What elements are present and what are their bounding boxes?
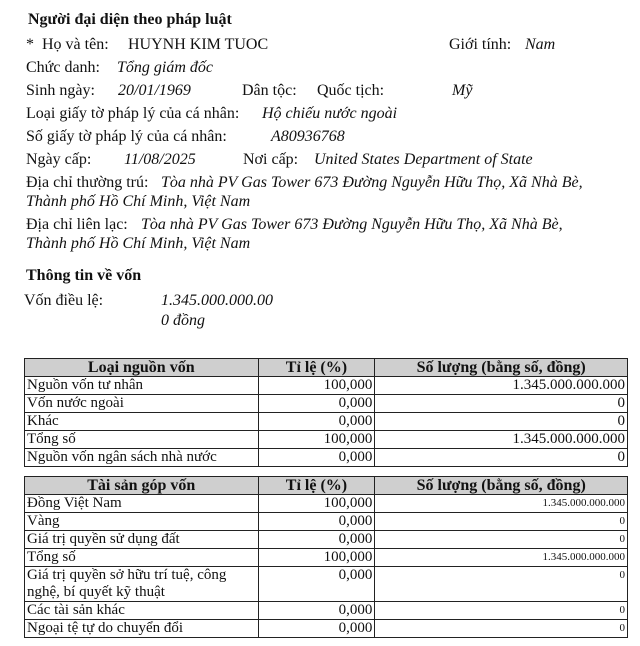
asset-amount: 0 [375,620,628,638]
perm-addr-label: Địa chỉ thường trú: [26,174,149,191]
asset-ratio: 0,000 [258,531,375,549]
col-header-amount: Số lượng (bằng số, đồng) [375,477,628,495]
table-row [25,495,628,513]
contributed-assets-table [24,476,628,638]
asset-ratio: 0,000 [258,620,375,638]
asset-ratio: 0,000 [258,513,375,531]
col-header-ratio: Tỉ lệ (%) [258,477,375,495]
asset-name: Tổng số [25,549,259,567]
charter-capital-label: Vốn điều lệ: [24,292,104,309]
issue-place-label: Nơi cấp: [243,151,299,168]
charter-capital-value-line2: 0 đồng [161,312,205,329]
capital-heading: Thông tin về vốn [26,267,142,284]
table-row [25,449,628,467]
gender-label: Giới tính: [449,36,512,53]
dob-value: 20/01/1969 [118,82,191,99]
dob-label: Sinh ngày: [26,82,95,99]
table-row [25,513,628,531]
charter-capital-value: 1.345.000.000.00 [161,292,273,309]
asset-name: Ngoại tệ tự do chuyển đổi [25,620,259,638]
col-header-asset-type: Tài sản góp vốn [25,477,259,495]
source-name: Tổng số [25,431,259,449]
asset-ratio: 100,000 [258,549,375,567]
asset-name [25,567,259,602]
asset-name-line1: Giá trị quyền sở hữu trí tuệ, công [27,567,227,583]
source-ratio: 0,000 [258,395,375,413]
asset-amount: 0 [375,567,628,602]
col-header-amount: Số lượng (bằng số, đồng) [375,359,628,377]
doc-no-label: Số giấy tờ pháp lý của cá nhân: [26,128,227,145]
source-name: Nguồn vốn tư nhân [25,377,259,395]
name-label: Họ và tên: [42,36,109,53]
legal-rep-heading: Người đại diện theo pháp luật [28,11,232,28]
table-row-total [25,549,628,567]
contact-addr-label: Địa chỉ liên lạc: [26,216,128,233]
col-header-ratio: Tỉ lệ (%) [258,359,375,377]
asset-name: Giá trị quyền sử dụng đất [25,531,259,549]
nationality-label: Quốc tịch: [317,82,385,99]
asset-name: Vàng [25,513,259,531]
source-amount: 0 [375,449,628,467]
name-value: HUYNH KIM TUOC [128,36,269,53]
doc-type-label: Loại giấy tờ pháp lý của cá nhân: [26,105,240,122]
table-row [25,620,628,638]
source-ratio: 100,000 [258,431,375,449]
table-row [25,395,628,413]
asset-ratio: 0,000 [258,602,375,620]
table-row-total [25,431,628,449]
table-row [25,602,628,620]
source-name: Nguồn vốn ngân sách nhà nước [25,449,259,467]
issue-date-label: Ngày cấp: [26,151,92,168]
title-value: Tổng giám đốc [117,59,213,76]
issue-date-value: 11/08/2025 [124,151,196,168]
perm-addr-line1: Tòa nhà PV Gas Tower 673 Đường Nguyễn Hữu Thọ, Xã Nhà Bè, [161,174,583,191]
title-label: Chức danh: [26,59,100,76]
asset-name: Đồng Việt Nam [25,495,259,513]
issue-place-value: United States Department of State [314,151,533,168]
required-mark: * [26,36,34,53]
table-row [25,567,628,602]
gender-value: Nam [525,36,556,53]
asset-amount: 0 [375,531,628,549]
asset-amount: 0 [375,602,628,620]
table-row [25,413,628,431]
asset-amount: 1.345.000.000.000 [375,549,628,567]
nationality-value: Mỹ [452,82,473,99]
capital-sources-table [24,358,628,467]
source-ratio: 100,000 [258,377,375,395]
doc-type-value: Hộ chiếu nước ngoài [262,105,398,122]
perm-addr-line2: Thành phố Hồ Chí Minh, Việt Nam [26,193,251,210]
asset-amount: 0 [375,513,628,531]
ethnicity-label: Dân tộc: [242,82,297,99]
source-amount: 0 [375,413,628,431]
source-ratio: 0,000 [258,449,375,467]
source-name: Vốn nước ngoài [25,395,259,413]
col-header-source-type: Loại nguồn vốn [25,359,259,377]
source-ratio: 0,000 [258,413,375,431]
contact-addr-line2: Thành phố Hồ Chí Minh, Việt Nam [26,235,251,252]
source-amount: 1.345.000.000.000 [375,377,628,395]
asset-name-line2: nghệ, bí quyết kỹ thuật [27,584,165,600]
table-row [25,531,628,549]
asset-amount: 1.345.000.000.000 [375,495,628,513]
source-name: Khác [25,413,259,431]
table-header-row [25,359,628,377]
contact-addr-line1: Tòa nhà PV Gas Tower 673 Đường Nguyễn Hữu Thọ, Xã Nhà Bè, [141,216,563,233]
asset-ratio: 0,000 [258,567,375,602]
asset-ratio: 100,000 [258,495,375,513]
table-header-row [25,477,628,495]
source-amount: 0 [375,395,628,413]
table-row [25,377,628,395]
source-amount: 1.345.000.000.000 [375,431,628,449]
doc-no-value: A80936768 [271,128,345,145]
asset-name: Các tài sản khác [25,602,259,620]
